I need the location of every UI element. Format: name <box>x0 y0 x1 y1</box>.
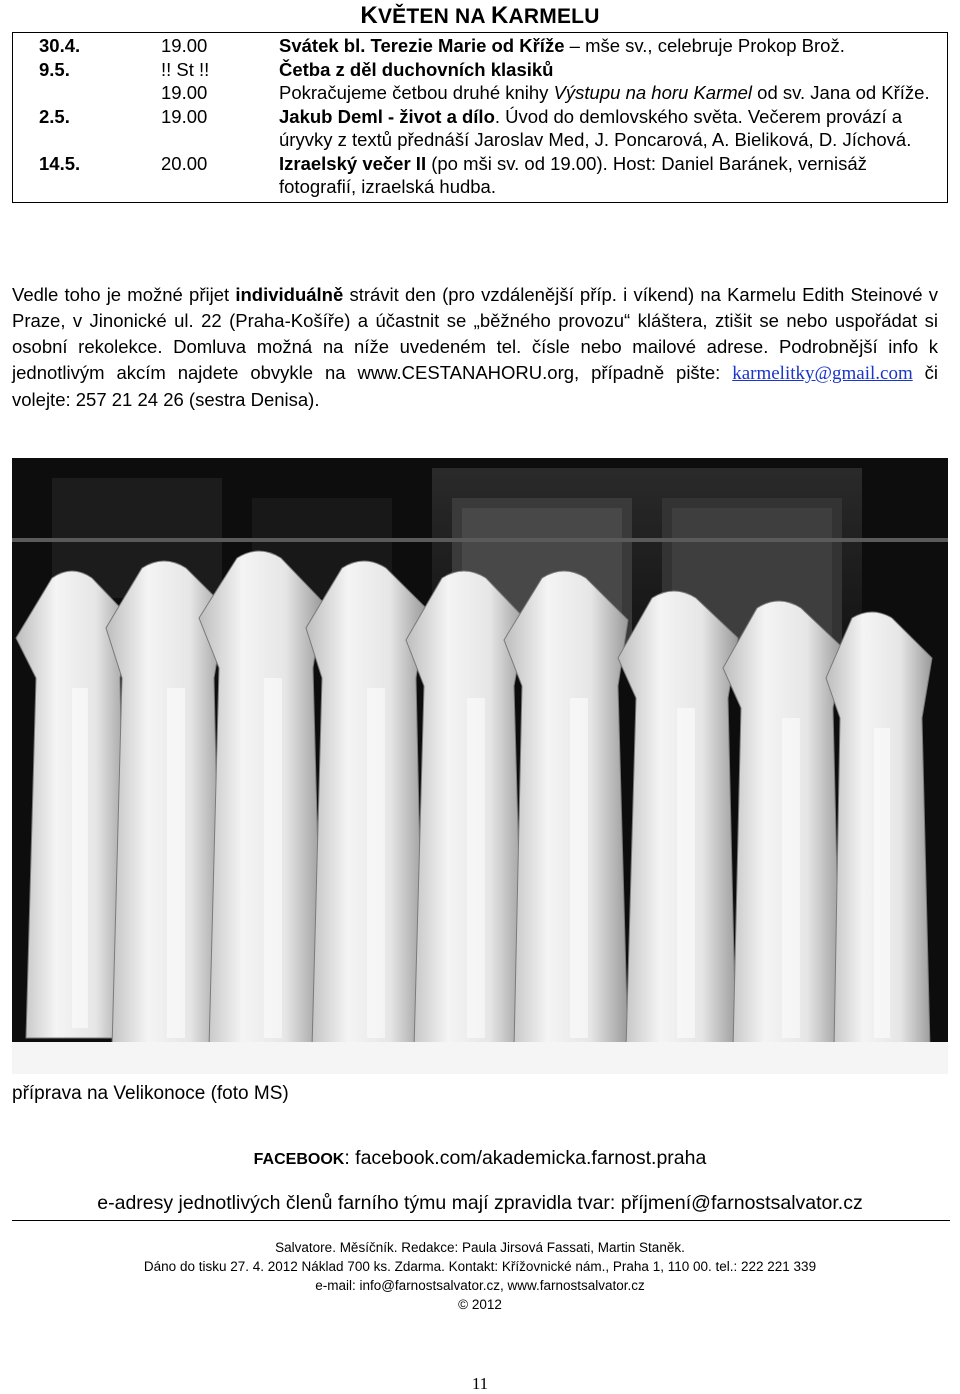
divider <box>12 1220 950 1221</box>
imprint-line: Dáno do tisku 27. 4. 2012 Náklad 700 ks. Zdarma. Kontakt: Křížovnické nám., Praha 1, 110 00. tel.: 222 221 339 <box>143 1259 817 1274</box>
event-text: . Úvod do demlovského světa. Večerem provází a úryvky z textů přednáší Jaroslav Med, J. Poncarová, A. Bieliková, D. Jíchová. <box>279 106 912 150</box>
copyright: © 2012 <box>458 1297 502 1312</box>
event-date: 9.5. <box>39 59 70 80</box>
facebook-address: : facebook.com/akademicka.farnost.praha <box>344 1147 707 1169</box>
event-date: 2.5. <box>39 106 70 127</box>
email-link[interactable]: karmelitky@gmail.com <box>732 363 913 384</box>
imprint-line: e-mail: info@farnostsalvator.cz, www.farnostsalvator.cz <box>315 1278 645 1293</box>
event-text: – mše sv., celebruje Prokop Brož. <box>564 35 845 56</box>
event-time: 20.00 <box>161 153 208 174</box>
event-text: Pokračujeme četbou druhé knihy <box>279 82 554 103</box>
event-time <box>147 57 269 104</box>
event-time-note: !! St !! <box>161 59 210 80</box>
event-text: od sv. Jana od Kříže. <box>752 82 930 103</box>
title-part-2: ARMELU <box>508 5 600 28</box>
event-text: (po mši sv. od 19.00). Host: Daniel Baránek, vernisáž fotografií, izraelská hudba. <box>279 153 867 197</box>
event-title: Svátek bl. Terezie Marie od Kříže <box>279 35 565 56</box>
event-description <box>269 104 948 151</box>
title-part: VĚTEN NA <box>377 5 491 28</box>
facebook-line <box>0 1147 960 1170</box>
event-title: Četba z děl duchovních klasiků <box>279 59 554 80</box>
event-date: 14.5. <box>39 153 81 174</box>
team-emails-note: e-adresy jednotlivých členů farního týmu mají zpravidla tvar: příjmení@farnostsalvator.cz <box>97 1192 863 1214</box>
facebook-label: FACEBOOK <box>253 1151 345 1168</box>
event-time-value: 19.00 <box>161 82 208 103</box>
event-title: Izraelský večer II <box>279 153 427 174</box>
event-date: 30.4. <box>39 35 81 56</box>
event-description <box>269 57 948 104</box>
event-description <box>269 151 948 203</box>
info-text: Vedle toho je možné přijet <box>12 284 236 305</box>
info-text: strávit den (pro vzdálenější příp. i víkend) na Karmelu Edith Steinové v Praze, v Jinonické ul. 22 (Praha-Košíře) a účastnit se „běžného provozu“ kláštera, ztišit se nebo uspořádat si osobní rekolekce. Domluva možná na níže uvedeném tel. čísle nebo mailové adrese. Podrobnější info k jednotlivým akcím najdete obvykle na www.CESTANAHORU.org, případně pište: <box>12 284 938 383</box>
schedule-row <box>13 33 948 58</box>
book-title: Výstupu na horu Karmel <box>553 82 753 103</box>
event-time: 19.00 <box>161 106 208 127</box>
info-bold: individuálně <box>235 284 344 305</box>
schedule-row <box>13 104 948 151</box>
info-text: či volejte: 257 21 24 26 (sestra Denisa). <box>12 362 939 410</box>
event-title: Jakub Deml - život a dílo <box>279 106 495 127</box>
photo-illustration <box>12 458 948 1074</box>
photo-albs <box>12 458 948 1074</box>
page-number: 11 <box>471 1374 489 1393</box>
title-initial-2: K <box>491 2 509 29</box>
event-time: 19.00 <box>161 35 208 56</box>
imprint-line: Salvatore. Měsíčník. Redakce: Paula Jirsová Fassati, Martin Staněk. <box>275 1240 685 1255</box>
page-title <box>0 2 960 30</box>
schedule-row <box>13 57 948 104</box>
title-initial: K <box>360 2 378 29</box>
schedule-table <box>12 32 948 203</box>
info-paragraph <box>12 282 938 413</box>
schedule-row <box>13 151 948 203</box>
imprint <box>0 1238 960 1314</box>
photo-caption: příprava na Velikonoce (foto MS) <box>12 1083 289 1104</box>
event-description <box>269 33 948 58</box>
